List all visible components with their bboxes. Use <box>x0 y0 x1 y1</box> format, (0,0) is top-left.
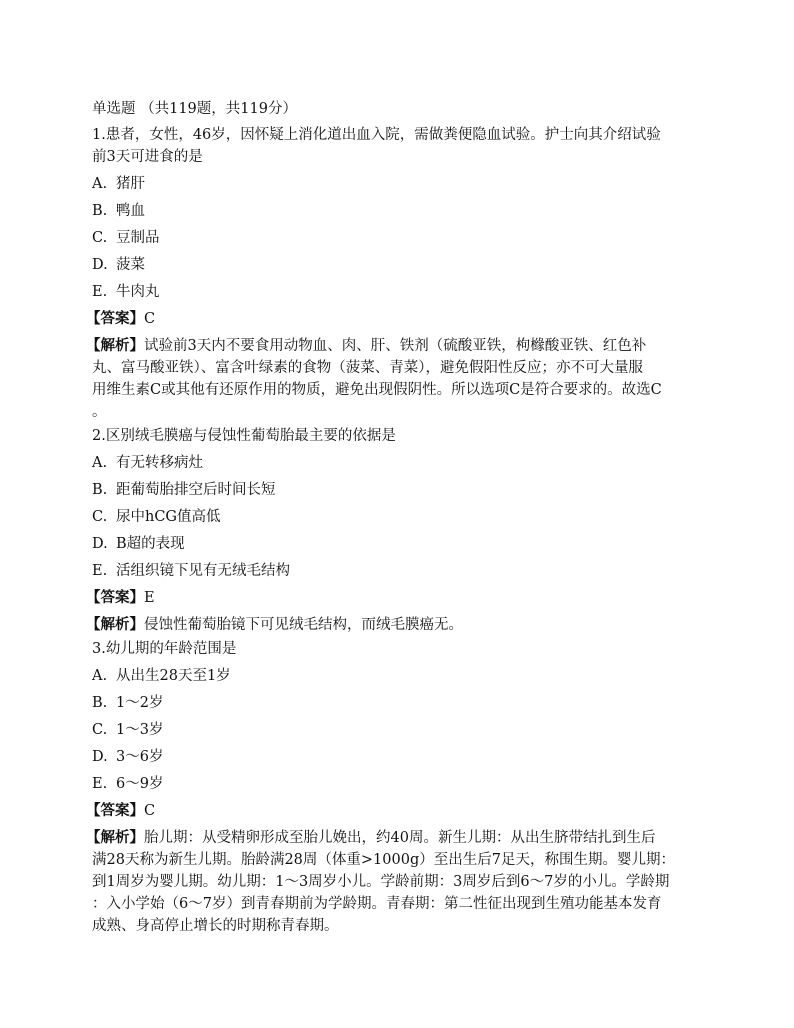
answer-value: C <box>144 311 156 327</box>
option-a <box>92 665 702 687</box>
analysis-line: ：入小学始（6～7岁）到青春期前为学龄期。青春期：第二性征出现到生殖功能基本发育 <box>92 896 662 912</box>
analysis-line: 试验前3天内不要食用动物血、肉、肝、铁剂（硫酸亚铁，枸橼酸亚铁、红色补 <box>144 338 647 354</box>
option-e <box>92 281 702 303</box>
option-text: 豆制品 <box>116 230 160 246</box>
option-letter: B. <box>92 695 108 711</box>
option-c <box>92 719 702 741</box>
answer-value: C <box>144 803 156 819</box>
option-text: B超的表现 <box>116 536 185 552</box>
option-text: 有无转移病灶 <box>116 455 203 471</box>
option-letter: E. <box>92 563 108 579</box>
option-c <box>92 227 702 249</box>
option-text: 距葡萄胎排空后时间长短 <box>116 482 276 498</box>
option-text: 1～2岁 <box>116 695 164 711</box>
question-1 <box>86 124 702 423</box>
option-d <box>92 254 702 276</box>
analysis <box>86 827 702 937</box>
option-text: 牛肉丸 <box>116 284 160 300</box>
option-letter: B. <box>92 203 108 219</box>
option-text: 猪肝 <box>116 176 145 192</box>
option-letter: E. <box>92 776 108 792</box>
document-page <box>86 98 702 939</box>
option-a <box>92 173 702 195</box>
option-letter: C. <box>92 509 108 525</box>
analysis-line: 胎儿期：从受精卵形成至胎儿娩出，约40周。新生儿期：从出生脐带结扎到生后 <box>144 830 656 846</box>
analysis <box>86 335 702 423</box>
answer <box>86 308 702 330</box>
option-text: 菠菜 <box>116 257 145 273</box>
option-letter: C. <box>92 722 108 738</box>
answer-label: 【答案】 <box>86 802 144 819</box>
analysis <box>86 614 702 636</box>
option-letter: D. <box>92 536 108 552</box>
option-text: 3～6岁 <box>116 749 164 765</box>
option-b <box>92 479 702 501</box>
option-letter: E. <box>92 284 108 300</box>
answer-value: E <box>144 590 155 606</box>
option-text: 尿中hCG值高低 <box>116 509 221 525</box>
analysis-label: 【解析】 <box>86 616 144 633</box>
option-e <box>92 773 702 795</box>
question-stem-line: 1.患者，女性，46岁，因怀疑上消化道出血入院，需做粪便隐血试验。护士向其介绍试验 <box>92 127 661 143</box>
question-stem-line: 前3天可进食的是 <box>92 149 203 165</box>
option-text: 从出生28天至1岁 <box>116 668 231 684</box>
analysis-line: 用维生素C或其他有还原作用的物质，避免出现假阴性。所以选项C是符合要求的。故选C <box>92 382 662 398</box>
option-letter: D. <box>92 749 108 765</box>
option-a <box>92 452 702 474</box>
analysis-line: 到1周岁为婴儿期。幼儿期：1～3周岁小儿。学龄前期：3周岁后到6～7岁的小儿。学龄期 <box>92 874 670 890</box>
option-d <box>92 533 702 555</box>
option-text: 1～3岁 <box>116 722 164 738</box>
option-letter: C. <box>92 230 108 246</box>
option-text: 鸭血 <box>116 203 145 219</box>
option-c <box>92 506 702 528</box>
answer <box>86 587 702 609</box>
option-letter: D. <box>92 257 108 273</box>
option-letter: A. <box>92 668 108 684</box>
section-title: 单选题 （共119题，共119分） <box>92 101 297 117</box>
answer <box>86 800 702 822</box>
option-e <box>92 560 702 582</box>
question-stem-line: 2.区别绒毛膜癌与侵蚀性葡萄胎最主要的依据是 <box>92 428 396 444</box>
analysis-line: 侵蚀性葡萄胎镜下可见绒毛结构，而绒毛膜癌无。 <box>144 617 463 633</box>
analysis-line: 。 <box>92 404 107 420</box>
analysis-label: 【解析】 <box>86 829 144 846</box>
question-3 <box>86 638 702 937</box>
analysis-line: 丸、富马酸亚铁）、富含叶绿素的食物（菠菜、青菜），避免假阳性反应；亦不可大量服 <box>92 360 643 376</box>
option-letter: B. <box>92 482 108 498</box>
question-2 <box>86 425 702 636</box>
answer-label: 【答案】 <box>86 589 144 606</box>
option-b <box>92 692 702 714</box>
question-stem-line: 3.幼儿期的年龄范围是 <box>92 641 237 657</box>
option-text: 活组织镜下见有无绒毛结构 <box>116 563 290 579</box>
option-d <box>92 746 702 768</box>
analysis-line: 满28天称为新生儿期。胎龄满28周（体重>1000g）至出生后7足天，称围生期。婴儿期： <box>92 852 675 868</box>
analysis-line: 成熟、身高停止增长的时期称青春期。 <box>92 918 339 934</box>
option-letter: A. <box>92 176 108 192</box>
option-text: 6～9岁 <box>116 776 164 792</box>
option-letter: A. <box>92 455 108 471</box>
analysis-label: 【解析】 <box>86 337 144 354</box>
option-b <box>92 200 702 222</box>
answer-label: 【答案】 <box>86 310 144 327</box>
